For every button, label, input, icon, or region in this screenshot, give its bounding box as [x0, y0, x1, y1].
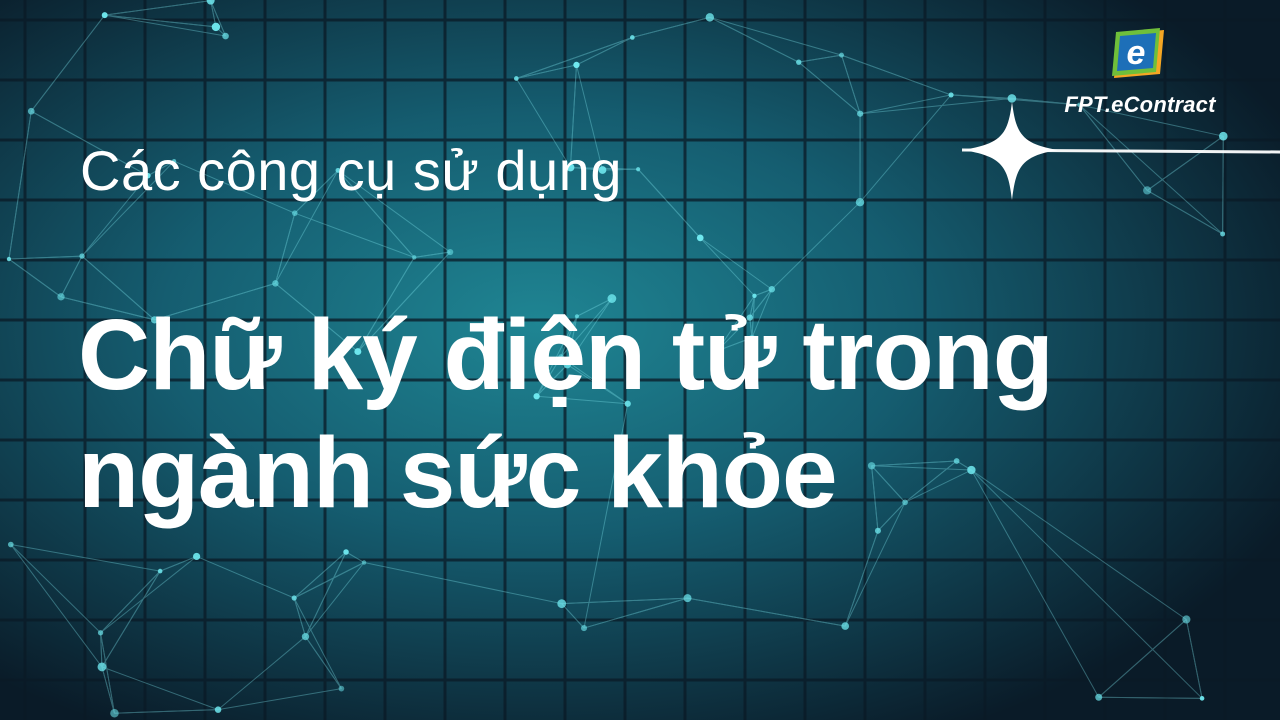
econtract-logo-icon [1110, 28, 1166, 82]
logo-letter: e [1126, 34, 1146, 72]
slide-title [78, 296, 1138, 532]
brand-logo [1040, 28, 1240, 128]
slide-title-line-2: ngành sức khỏe [78, 417, 837, 529]
brand-name: FPT.eContract [1064, 92, 1216, 117]
slide-title-line-1: Chữ ký điện tử trong [78, 299, 1053, 411]
slide-subtitle: Các công cụ sử dụng [80, 139, 622, 202]
